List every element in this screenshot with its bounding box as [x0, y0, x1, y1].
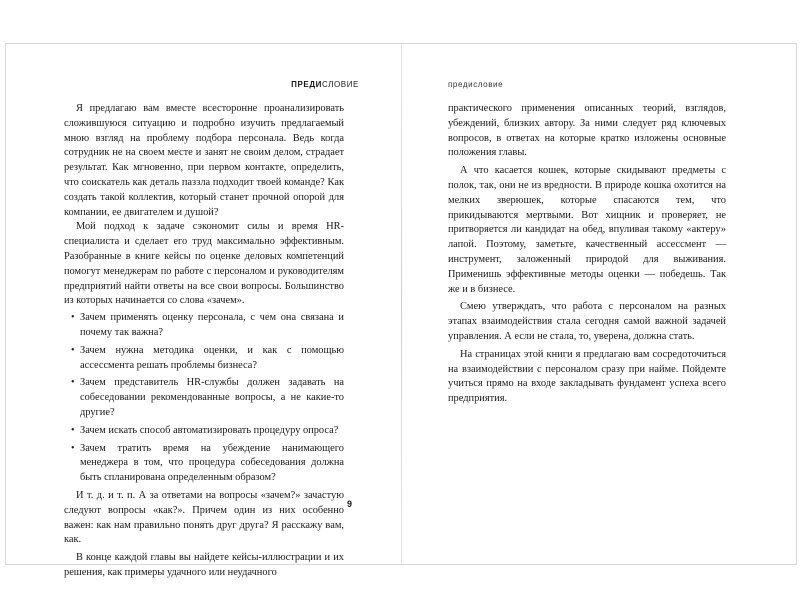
list-item: • Зачем представитель HR-службы должен задавать на собеседовании рекомендованные вопросы, а не какие-то другие? — [64, 376, 344, 420]
paragraph: Смею утверждать, что работа с персоналом на разных этапах взаимодействия стала сегодня самой важной задачей управления. А если не стала, то, уверена, должна стать. — [448, 301, 726, 342]
book-spread — [5, 43, 797, 578]
paragraph: В конце каждой главы вы найдете кейсы-иллюстрации и их решения, как примеры удачного или неудачного — [64, 552, 344, 578]
right-page-text — [448, 102, 726, 407]
left-running-head — [291, 80, 359, 89]
left-page-text — [64, 102, 344, 581]
list-item: • Зачем тратить время на убеждение нанимающего менеджера в том, что процедура собеседования должна быть спланирована определенным образом? — [64, 442, 344, 486]
list-item: • Зачем нужна методика оценки, и как с помощью ассессмента решать проблемы бизнеса? — [64, 344, 344, 374]
running-head-rest: СЛОВИЕ — [321, 80, 359, 89]
list-item: • Зачем применять оценку персонала, с чем она связана и почему так важна? — [64, 311, 344, 341]
paragraph: Мой подход к задаче сэкономит силы и время HR-специалиста и сделает его труд максимально эффективным. Разобранные в книге кейсы по оценке деловых компетенций помогут менеджерам по работе с персоналом и руководителям предприятий найти ответы на все свои вопросы. Большинство из которых начинается со слова «зачем». — [64, 221, 344, 307]
list-item: • Зачем искать способ автоматизировать процедуру опроса? — [64, 424, 344, 439]
paragraph: На страницах этой книги я предлагаю вам сосредоточиться на взаимодействии с персоналом сразу при найме. Пойдемте учиться прямо на входе закладывать фундамент успеха всего предприятия. — [448, 348, 726, 405]
paragraph: И т. д. и т. п. А за ответами на вопросы «зачем?» зачастую следуют вопросы «как?». Причем один из них особенно важен: как нам правильно понять друг друга? Я расскажу вам, как. — [64, 489, 344, 546]
question-list — [64, 311, 344, 486]
paragraph: Я предлагаю вам вместе всесторонне проанализировать сложившуюся ситуацию и подробно изучить предлагаемый мною взгляд на проблему подбора персонала. Ведь когда сотрудник не на своем месте и занят не своим делом, страдает результат. Как мгновенно, при первом контакте, определить, что соискатель как деталь паззла подходит твоей команде? Как создать такой коллектив, который станет прочной опорой для компании, ее двигателем и душой? — [64, 103, 344, 218]
paragraph: практического применения описанных теорий, взглядов, убеждений, близких автору. За ними следует ряд ключевых вопросов, в ответах на которые кратко изложены основные положения главы. — [448, 103, 726, 159]
right-running-head: предисловие — [448, 80, 504, 89]
running-head-bold: ПРЕДИ — [291, 80, 322, 89]
page-number: 9 — [347, 499, 353, 509]
book-spine — [401, 44, 402, 564]
paragraph: А что касается кошек, которые скидывают предметы с полок, так, они не из вредности. В природе кошка охотится на мелких зверюшек, которые спасаются тем, что прикидываются мертвыми. Вот хищник и проверяет, не притворяется ли кандидат на обед, впуливая такому «актеру» лапой. Поэтому, заметьте, качественный ассессмент — инструмент, заложенный природой для выживания. Применишь эффективные методы оценки — победешь. Так же и в бизнесе. — [448, 165, 726, 295]
